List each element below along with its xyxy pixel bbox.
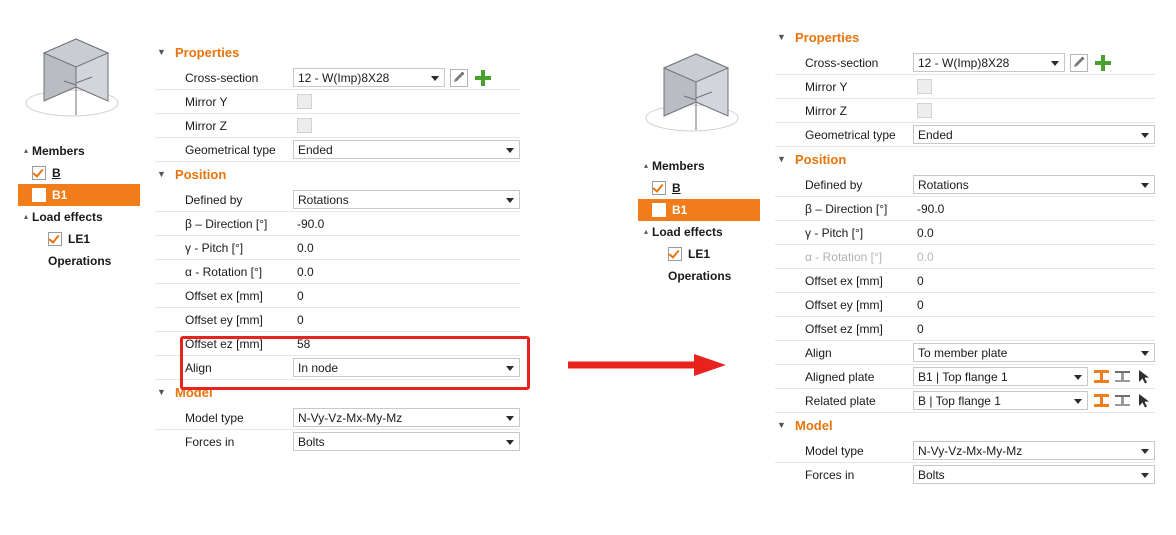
- row-offset-ey: [155, 308, 520, 332]
- chevron-down-icon[interactable]: ▴: [643, 227, 648, 236]
- row-geometrical-type: [155, 138, 520, 162]
- section-header-position[interactable]: [775, 147, 1155, 171]
- visibility-checkbox[interactable]: [32, 188, 46, 202]
- chevron-down-icon[interactable]: [1141, 351, 1149, 356]
- tree-item-le1[interactable]: [638, 243, 768, 265]
- related-plate-icon-group: [1092, 391, 1155, 410]
- row-geometrical-type: [775, 123, 1155, 147]
- row-offset-ez: [775, 317, 1155, 341]
- row-forces-in: [155, 430, 520, 453]
- chevron-down-icon[interactable]: [1051, 61, 1059, 66]
- aligned-plate-combo[interactable]: [913, 367, 1088, 386]
- mirror-z-checkbox[interactable]: [297, 118, 312, 133]
- forces-in-combo[interactable]: [913, 465, 1155, 484]
- combo-value: B1 | Top flange 1: [918, 369, 1008, 384]
- row-label: Offset ex [mm]: [185, 288, 263, 303]
- row-beta-direction: [775, 197, 1155, 221]
- add-cross-section-button[interactable]: [1093, 53, 1113, 73]
- cursor-pick-icon[interactable]: [1134, 367, 1153, 386]
- model-tree-right[interactable]: [638, 155, 768, 287]
- row-offset-ex: [775, 269, 1155, 293]
- row-label: Model type: [185, 410, 244, 425]
- combo-value: N-Vy-Vz-Mx-My-Mz: [298, 410, 403, 425]
- properties-pane-left: [155, 40, 520, 453]
- mirror-z-checkbox[interactable]: [917, 103, 932, 118]
- row-defined-by: [155, 188, 520, 212]
- left-screenshot-panel: [0, 0, 560, 535]
- row-label: Aligned plate: [805, 369, 875, 384]
- section-header-properties[interactable]: [775, 25, 1155, 49]
- combo-value: Bolts: [298, 434, 325, 449]
- plate-grey-icon[interactable]: [1113, 391, 1132, 410]
- gamma-pitch-value[interactable]: 0.0: [917, 225, 934, 240]
- right-screenshot-panel: [620, 0, 1176, 535]
- visibility-checkbox[interactable]: [668, 247, 682, 261]
- row-label: Offset ey [mm]: [805, 297, 883, 312]
- chevron-down-icon[interactable]: [506, 416, 514, 421]
- section-title: Position: [175, 166, 227, 182]
- row-forces-in: [775, 463, 1155, 486]
- section-title: Model: [795, 417, 833, 433]
- row-offset-ex: [155, 284, 520, 308]
- gamma-pitch-value[interactable]: 0.0: [297, 240, 314, 255]
- combo-value: To member plate: [918, 345, 1008, 360]
- section-header-model[interactable]: [775, 413, 1155, 437]
- model-preview-thumbnail-right: [634, 40, 754, 140]
- chevron-down-icon[interactable]: ▼: [157, 387, 166, 397]
- tree-item-load-effects[interactable]: [638, 221, 768, 243]
- row-label: β – Direction [°]: [185, 216, 268, 231]
- chevron-down-icon[interactable]: [1074, 375, 1082, 380]
- row-label: Align: [805, 345, 832, 360]
- chevron-down-icon[interactable]: [506, 198, 514, 203]
- row-label: Forces in: [805, 467, 855, 482]
- mirror-y-checkbox[interactable]: [917, 79, 932, 94]
- row-label: Geometrical type: [805, 127, 896, 142]
- tree-item-b1[interactable]: [18, 184, 140, 206]
- cross-section-combo[interactable]: [293, 68, 445, 87]
- combo-value: Rotations: [298, 192, 349, 207]
- tree-item-label: B1: [52, 188, 68, 202]
- align-combo[interactable]: [913, 343, 1155, 362]
- tree-item-label: Operations: [668, 269, 732, 283]
- align-combo[interactable]: [293, 358, 520, 377]
- row-related-plate: [775, 389, 1155, 413]
- chevron-down-icon[interactable]: ▼: [157, 169, 166, 179]
- row-offset-ez: [155, 332, 520, 356]
- row-label: α - Rotation [°]: [185, 264, 263, 279]
- combo-value: 12 - W(Imp)8X28: [918, 55, 1010, 70]
- tree-item-label: Members: [32, 144, 85, 158]
- row-model-type: [775, 439, 1155, 463]
- row-label: Defined by: [185, 192, 243, 207]
- combo-value: Bolts: [918, 467, 945, 482]
- beta-direction-value[interactable]: -90.0: [917, 201, 945, 216]
- chevron-down-icon[interactable]: [1141, 473, 1149, 478]
- row-alpha-rotation: [155, 260, 520, 284]
- combo-value: N-Vy-Vz-Mx-My-Mz: [918, 443, 1023, 458]
- beta-direction-value[interactable]: -90.0: [297, 216, 325, 231]
- tree-item-label: Load effects: [32, 210, 103, 224]
- chevron-down-icon[interactable]: [1141, 183, 1149, 188]
- properties-pane-right: [775, 25, 1155, 486]
- visibility-checkbox[interactable]: [652, 203, 666, 217]
- chevron-down-icon[interactable]: [506, 366, 514, 371]
- chevron-down-icon[interactable]: ▴: [643, 161, 648, 170]
- chevron-down-icon[interactable]: [1074, 399, 1082, 404]
- section-title: Properties: [175, 44, 240, 60]
- model-tree-left[interactable]: [18, 140, 148, 272]
- geometrical-type-combo[interactable]: [293, 140, 520, 159]
- chevron-down-icon[interactable]: ▴: [23, 212, 28, 221]
- row-align: [155, 356, 520, 380]
- cross-section-combo[interactable]: [913, 53, 1065, 72]
- chevron-down-icon[interactable]: [1141, 449, 1149, 454]
- model-type-combo[interactable]: [913, 441, 1155, 460]
- row-label: Offset ez [mm]: [185, 336, 263, 351]
- edit-cross-section-button[interactable]: [449, 68, 469, 88]
- tree-item-label: LE1: [68, 232, 91, 246]
- forces-in-combo[interactable]: [293, 432, 520, 451]
- row-label: γ - Pitch [°]: [805, 225, 864, 240]
- row-label: Offset ex [mm]: [805, 273, 883, 288]
- cursor-pick-icon[interactable]: [1134, 391, 1153, 410]
- chevron-down-icon[interactable]: ▼: [777, 154, 786, 164]
- tree-item-members[interactable]: [18, 140, 148, 162]
- section-title: Position: [795, 151, 847, 167]
- offset-ey-value[interactable]: 0: [297, 312, 304, 327]
- chevron-down-icon[interactable]: [431, 76, 439, 81]
- defined-by-combo[interactable]: [293, 190, 520, 209]
- tree-item-le1[interactable]: [18, 228, 148, 250]
- tree-item-label: B1: [672, 203, 688, 217]
- row-label: Mirror Y: [185, 94, 228, 109]
- section-title: Model: [175, 384, 213, 400]
- row-label: α - Rotation [°]: [805, 249, 883, 264]
- section-title: Properties: [795, 29, 860, 45]
- chevron-down-icon[interactable]: ▼: [157, 47, 166, 57]
- row-label: γ - Pitch [°]: [185, 240, 244, 255]
- section-header-model[interactable]: [155, 380, 520, 404]
- tree-item-label: Members: [652, 159, 705, 173]
- row-defined-by: [775, 173, 1155, 197]
- offset-ex-value[interactable]: 0: [297, 288, 304, 303]
- row-mirror-y: [775, 75, 1155, 99]
- offset-ey-value[interactable]: 0: [917, 297, 924, 312]
- plate-grey-icon[interactable]: [1113, 367, 1132, 386]
- row-label: Mirror Z: [185, 118, 227, 133]
- row-label: Offset ez [mm]: [805, 321, 883, 336]
- row-gamma-pitch: [775, 221, 1155, 245]
- row-beta-direction: [155, 212, 520, 236]
- chevron-down-icon[interactable]: ▴: [23, 146, 28, 155]
- row-alpha-rotation: [775, 245, 1155, 269]
- row-label: Cross-section: [805, 55, 879, 70]
- chevron-down-icon[interactable]: [506, 440, 514, 445]
- tree-item-b[interactable]: [638, 177, 768, 199]
- plate-orange-icon[interactable]: [1092, 367, 1111, 386]
- related-plate-combo[interactable]: [913, 391, 1088, 410]
- plate-orange-icon[interactable]: [1092, 391, 1111, 410]
- offset-ex-value[interactable]: 0: [917, 273, 924, 288]
- section-header-properties[interactable]: [155, 40, 520, 64]
- tree-item-b[interactable]: [18, 162, 148, 184]
- aligned-plate-icon-group: [1092, 367, 1155, 386]
- combo-value: Ended: [918, 127, 953, 142]
- section-header-position[interactable]: [155, 162, 520, 186]
- combo-value: In node: [298, 360, 339, 375]
- row-align: [775, 341, 1155, 365]
- model-preview-thumbnail-left: [14, 25, 134, 125]
- row-mirror-z: [155, 114, 520, 138]
- tree-item-label: LE1: [688, 247, 711, 261]
- row-mirror-y: [155, 90, 520, 114]
- tree-item-label: Operations: [48, 254, 112, 268]
- combo-value: 12 - W(Imp)8X28: [298, 70, 390, 85]
- tree-item-load-effects[interactable]: [18, 206, 148, 228]
- combo-value: Ended: [298, 142, 333, 157]
- row-offset-ey: [775, 293, 1155, 317]
- offset-ez-value[interactable]: 0: [917, 321, 924, 336]
- edit-cross-section-button[interactable]: [1069, 53, 1089, 73]
- tree-item-b1[interactable]: [638, 199, 760, 221]
- row-cross-section: [155, 66, 520, 90]
- row-model-type: [155, 406, 520, 430]
- visibility-checkbox[interactable]: [652, 181, 666, 195]
- tree-item-label[interactable]: B: [672, 181, 681, 195]
- row-aligned-plate: [775, 365, 1155, 389]
- visibility-checkbox[interactable]: [32, 166, 46, 180]
- mirror-y-checkbox[interactable]: [297, 94, 312, 109]
- tree-item-label: Load effects: [652, 225, 723, 239]
- row-mirror-z: [775, 99, 1155, 123]
- row-label: Forces in: [185, 434, 235, 449]
- alpha-rotation-value: 0.0: [917, 249, 934, 264]
- tree-item-operations[interactable]: [638, 265, 768, 287]
- row-cross-section: [775, 51, 1155, 75]
- row-label: Defined by: [805, 177, 863, 192]
- offset-ez-value[interactable]: 58: [297, 336, 311, 351]
- combo-value: B | Top flange 1: [918, 393, 1001, 408]
- alpha-rotation-value[interactable]: 0.0: [297, 264, 314, 279]
- combo-value: Rotations: [918, 177, 969, 192]
- model-type-combo[interactable]: [293, 408, 520, 427]
- row-label: Offset ey [mm]: [185, 312, 263, 327]
- tree-item-operations[interactable]: [18, 250, 148, 272]
- add-cross-section-button[interactable]: [473, 68, 493, 88]
- row-label: Mirror Z: [805, 103, 847, 118]
- row-label: Model type: [805, 443, 864, 458]
- chevron-down-icon[interactable]: [506, 148, 514, 153]
- tree-item-label[interactable]: B: [52, 166, 61, 180]
- row-label: β – Direction [°]: [805, 201, 888, 216]
- tree-item-members[interactable]: [638, 155, 768, 177]
- chevron-down-icon[interactable]: [1141, 133, 1149, 138]
- chevron-down-icon[interactable]: ▼: [777, 420, 786, 430]
- defined-by-combo[interactable]: [913, 175, 1155, 194]
- geometrical-type-combo[interactable]: [913, 125, 1155, 144]
- chevron-down-icon[interactable]: ▼: [777, 32, 786, 42]
- row-label: Mirror Y: [805, 79, 848, 94]
- row-label: Align: [185, 360, 212, 375]
- row-label: Geometrical type: [185, 142, 276, 157]
- row-label: Cross-section: [185, 70, 259, 85]
- row-label: Related plate: [805, 393, 876, 408]
- row-gamma-pitch: [155, 236, 520, 260]
- visibility-checkbox[interactable]: [48, 232, 62, 246]
